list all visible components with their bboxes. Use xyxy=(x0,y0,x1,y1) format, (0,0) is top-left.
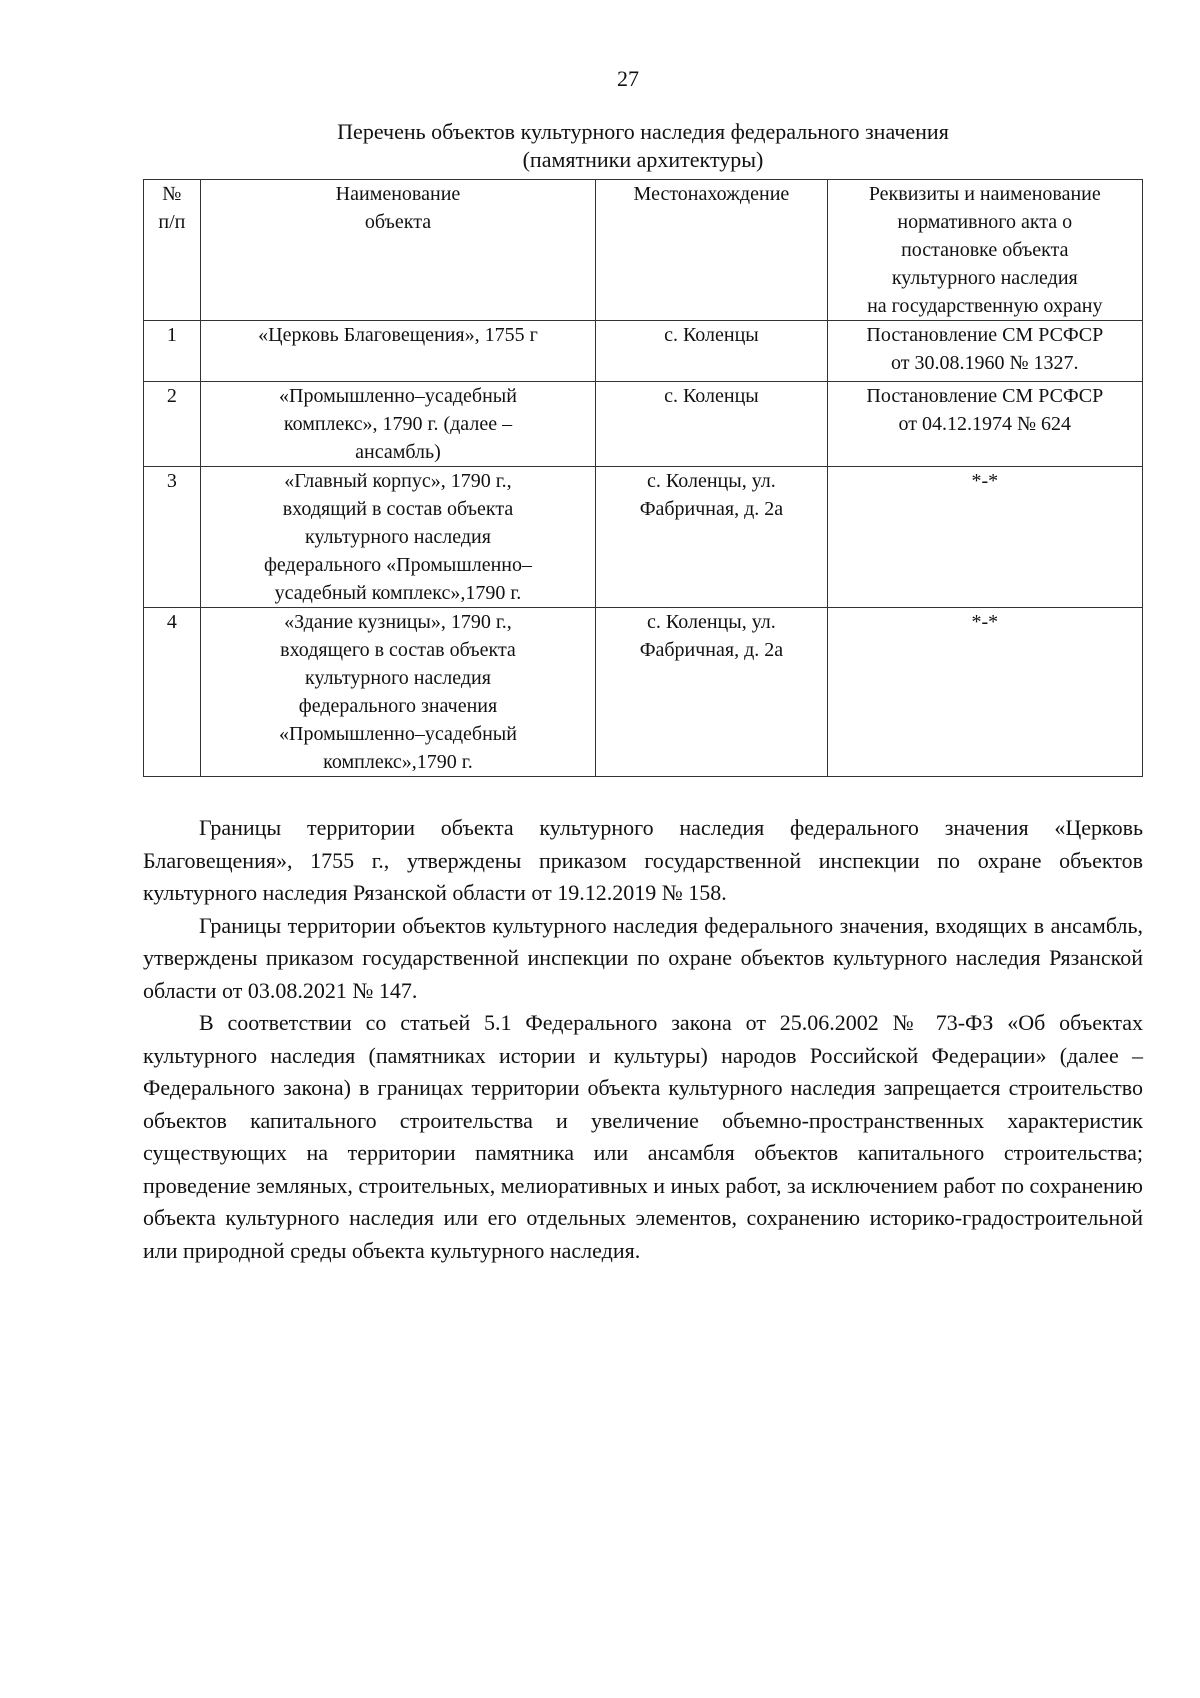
name-line: федерального «Промышленно– xyxy=(263,554,532,576)
document-line: Постановление СМ РСФСР xyxy=(866,324,1104,346)
paragraph-church-boundaries: Границы территории объекта культурного наследия федерального значения «Церковь Благовещения», 1755 г., утверждены приказом государственной инспекции по охране объектов культурного наследия Рязанской области от 19.12.2019 № 158. xyxy=(143,815,1143,905)
paragraph-ensemble-boundaries: Границы территории объектов культурного наследия федерального значения, входящих в ансамбль, утверждены приказом государственной инспекции по охране объектов культурного наследия Рязанской области от 03.08.2021 № 147. xyxy=(143,912,1143,1003)
header-number-line: № xyxy=(162,183,182,205)
name-line: федерального значения xyxy=(298,695,498,717)
row-location xyxy=(596,467,827,608)
header-document xyxy=(827,180,1142,321)
document-line: Постановление СМ РСФСР xyxy=(866,385,1104,407)
body-text xyxy=(143,812,1143,1267)
paragraph-law-restrictions: В соответствии со статьей 5.1 Федерального закона от 25.06.2002 № 73-ФЗ «Об объектах культурного наследия (памятниках истории и культуры) народов Российской Федерации» (далее – Федерального закона) в границах территории объекта культурного наследия запрещается строительство объектов капитального строительства и увеличение объемно-пространственных характеристик существующих на территории памятника или ансамбля объектов капитального строительства; проведение земляных, строительных, мелиоративных и иных работ, за исключением работ по сохранению объекта культурного наследия или его отдельных элементов, сохранению историко-градостроительной или природной среды объекта культурного наследия. xyxy=(143,1010,1143,1263)
header-document-line: на государственную охрану xyxy=(867,295,1103,317)
document-line: от 04.12.1974 № 624 xyxy=(898,413,1072,435)
location-line: Фабричная, д. 2а xyxy=(639,639,784,661)
header-location-line: Местонахождение xyxy=(633,183,790,205)
row-number: 4 xyxy=(144,608,201,777)
name-line: «Церковь Благовещения», 1755 г xyxy=(258,324,538,346)
list-title xyxy=(143,118,1143,174)
name-line: «Промышленно–усадебный xyxy=(279,385,517,407)
header-document-line: постановке объекта xyxy=(901,239,1069,261)
header-object-name xyxy=(200,180,596,321)
title-line-2: (памятники архитектуры) xyxy=(522,147,764,172)
table-row xyxy=(144,467,1143,608)
row-object-name xyxy=(200,382,596,467)
name-line: «Главный корпус», 1790 г., xyxy=(284,470,512,492)
name-line: входящего в состав объекта xyxy=(280,639,516,661)
location-line: с. Коленцы, ул. xyxy=(647,470,776,492)
document-line: *-* xyxy=(971,611,999,633)
row-document xyxy=(827,467,1142,608)
location-line: с. Коленцы xyxy=(664,324,759,346)
table-row xyxy=(144,608,1143,777)
header-document-line: Реквизиты и наименование xyxy=(868,183,1101,205)
row-location xyxy=(596,382,827,467)
location-line: с. Коленцы xyxy=(664,385,759,407)
row-document xyxy=(827,321,1142,382)
row-number: 1 xyxy=(144,321,201,382)
row-location xyxy=(596,321,827,382)
location-line: Фабричная, д. 2а xyxy=(639,498,784,520)
name-line: комплекс», 1790 г. (далее – xyxy=(283,413,513,435)
name-line: «Промышленно–усадебный xyxy=(279,723,517,745)
row-location xyxy=(596,608,827,777)
name-line: ансамбль) xyxy=(355,441,441,463)
name-line: усадебный комплекс»,1790 г. xyxy=(274,582,522,604)
name-line: входящий в состав объекта xyxy=(282,498,514,520)
table-row xyxy=(144,382,1143,467)
name-line: «Здание кузницы», 1790 г., xyxy=(284,611,512,633)
header-name-line: объекта xyxy=(364,211,432,233)
header-location xyxy=(596,180,827,321)
document-line: от 30.08.1960 № 1327. xyxy=(891,352,1079,374)
header-name-line: Наименование xyxy=(335,183,461,205)
row-object-name xyxy=(200,321,596,382)
name-line: культурного наследия xyxy=(305,667,491,689)
location-line: с. Коленцы, ул. xyxy=(647,611,776,633)
page-number: 27 xyxy=(617,66,639,91)
name-line: культурного наследия xyxy=(305,526,491,548)
row-number: 3 xyxy=(144,467,201,608)
name-line: комплекс»,1790 г. xyxy=(323,751,473,773)
header-document-line: нормативного акта о xyxy=(897,211,1073,233)
document-line: *-* xyxy=(971,470,999,492)
row-object-name xyxy=(200,608,596,777)
header-document-line: культурного наследия xyxy=(891,267,1078,289)
heritage-objects-table xyxy=(143,179,1143,777)
header-number-line: п/п xyxy=(158,211,186,233)
title-line-1: Перечень объектов культурного наследия федерального значения xyxy=(337,119,949,144)
row-document xyxy=(827,608,1142,777)
table-header-row xyxy=(144,180,1143,321)
row-object-name xyxy=(200,467,596,608)
row-document xyxy=(827,382,1142,467)
row-number: 2 xyxy=(144,382,201,467)
header-number xyxy=(144,180,201,321)
table-row xyxy=(144,321,1143,382)
